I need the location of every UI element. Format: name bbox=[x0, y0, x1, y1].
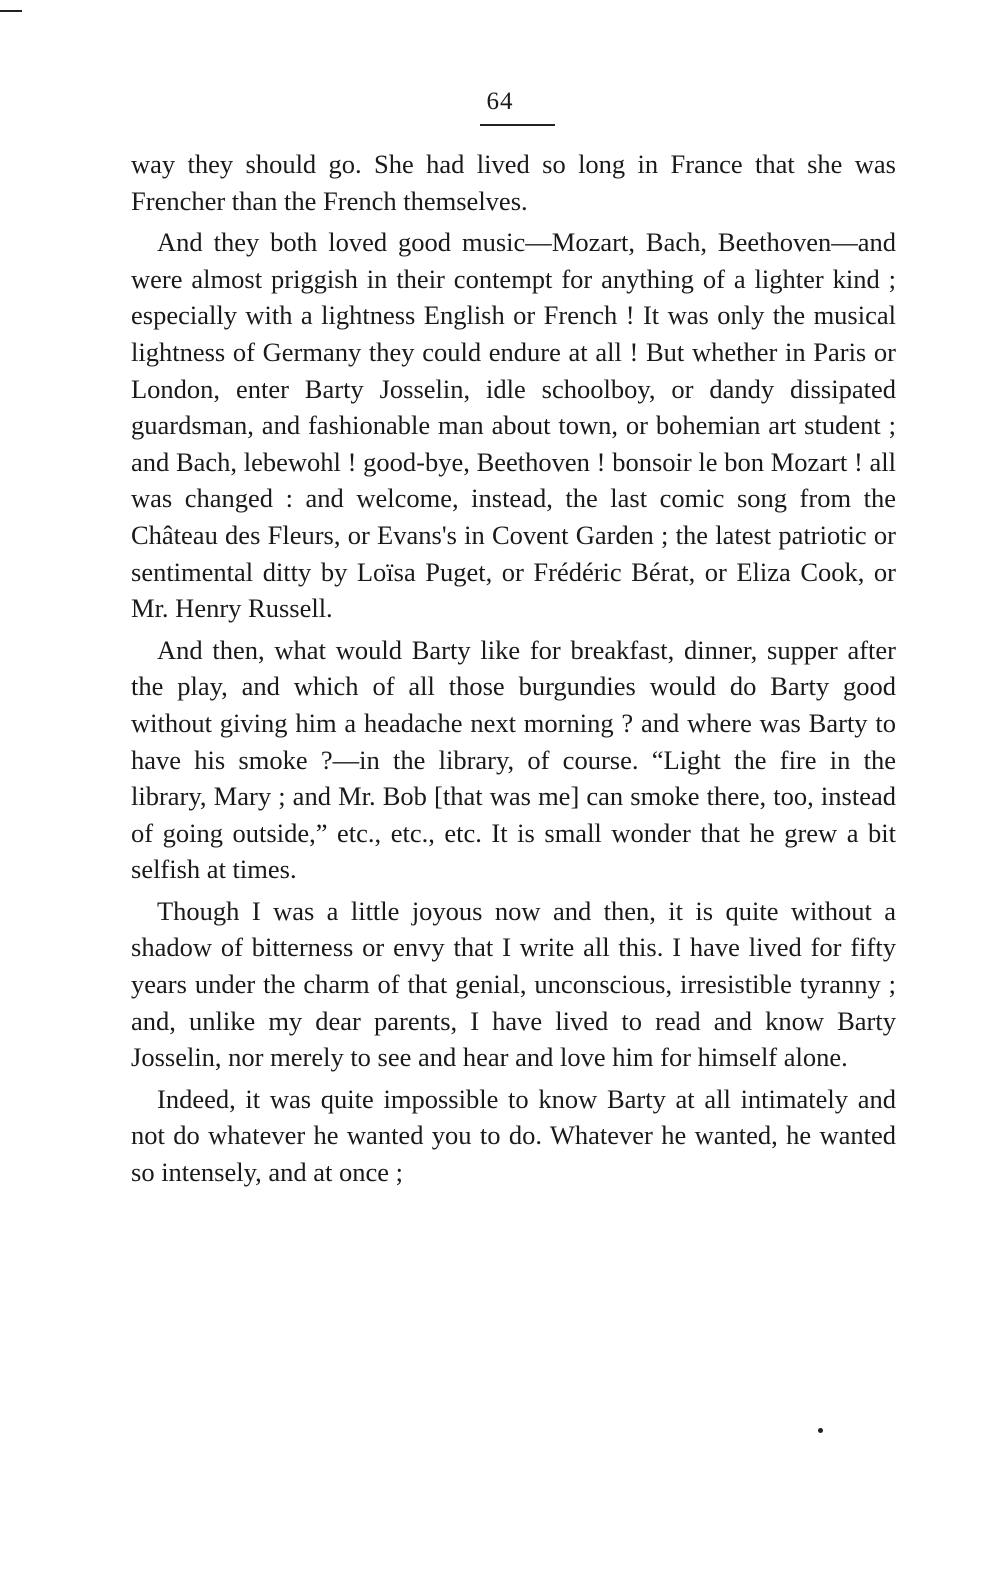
body-text bbox=[131, 146, 896, 1196]
paragraph-breakfast: And then, what would Barty like for breakfast, dinner, supper after the play, and which of all those burgundies would do Barty good without giving him a headache next morning ? and where was Barty to have his smoke ?—in the library, of course. “Light the fire in the library, Mary ; and Mr. Bob [that was me] can smoke there, too, instead of going outside,” etc., etc., etc. It is small wonder that he grew a bit selfish at times. bbox=[131, 634, 896, 885]
paragraph-indeed: Indeed, it was quite impossible to know Barty at all intimately and not do whatever he wanted you to do. Whatever he wanted, he wanted so intensely, and at once ; bbox=[131, 1083, 896, 1188]
paragraph-joyous: Though I was a little joyous now and then, it is quite without a shadow of bitterness or envy that I write all this. I have lived for fifty years under the charm of that genial, unconscious, irresistible tyranny ; and, unlike my dear parents, I have lived to read and know Barty Josselin, nor merely to see and hear and love him for himself alone. bbox=[131, 895, 896, 1073]
corner-scan-mark bbox=[0, 10, 22, 12]
page-number: 64 bbox=[486, 88, 514, 115]
page-number-rule bbox=[480, 124, 555, 126]
paragraph-continuation: way they should go. She had lived so long in France that she was Frencher than the French themselves. bbox=[131, 149, 896, 216]
paragraph-music: And they both loved good music—Mozart, Bach, Beethoven—and were almost priggish in their contempt for anything of a lighter kind ; especially with a lightness English or French ! It was only the musical lightness of Germany they could endure at all ! But whether in Paris or London, enter Barty Josselin, idle schoolboy, or dandy dissipated guardsman, and fashionable man about town, or bohemian art student ; and Bach, lebewohl ! good-bye, Beethoven ! bonsoir le bon Mozart ! all was changed : and welcome, instead, the last comic song from the Château des Fleurs, or Evans's in Covent Garden ; the latest patriotic or sentimental ditty by Loïsa Puget, or Frédéric Bérat, or Eliza Cook, or Mr. Henry Russell. bbox=[131, 227, 896, 624]
scan-dot bbox=[818, 1428, 823, 1433]
